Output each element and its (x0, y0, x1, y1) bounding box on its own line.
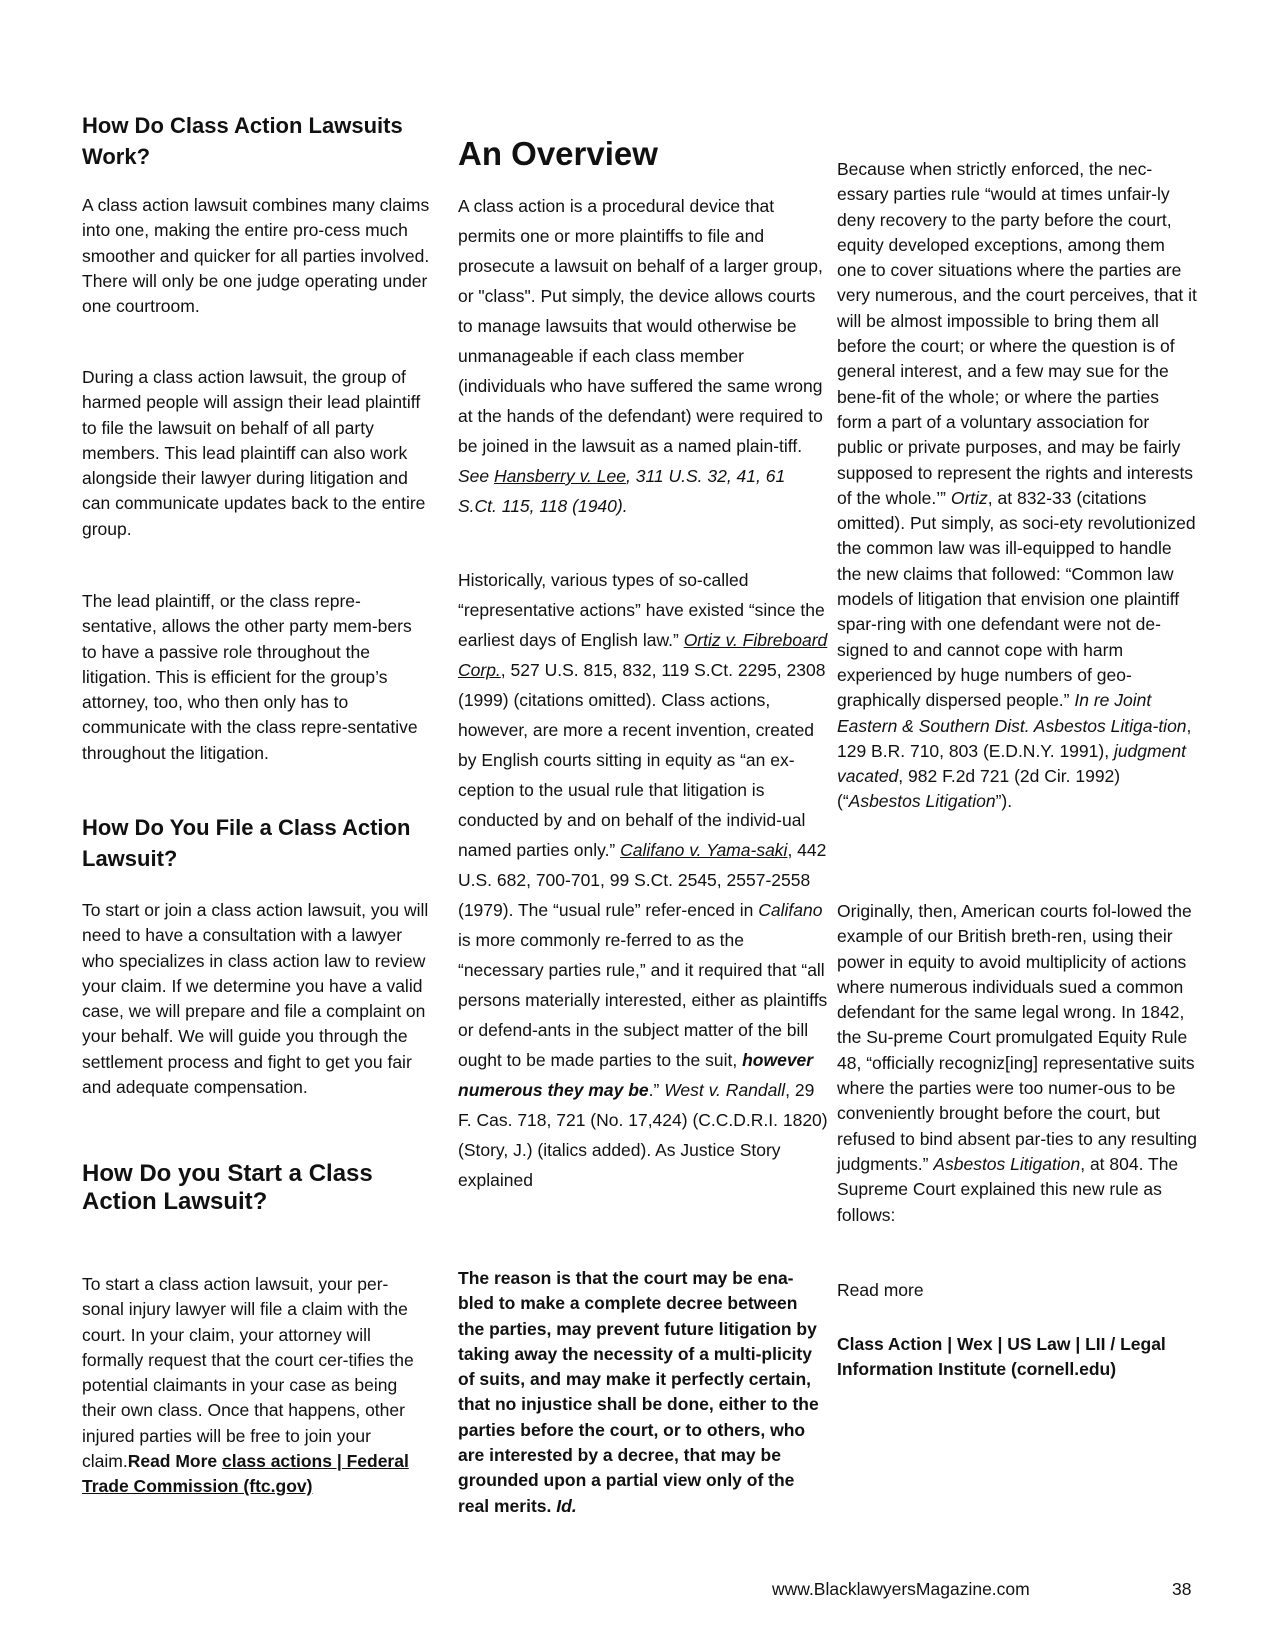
equity-text-e: ”). (995, 791, 1013, 812)
paragraph-originally (837, 899, 1197, 1228)
hansberry-link[interactable]: Hansberry v. Lee (494, 466, 626, 486)
paragraph-combines: A class action lawsuit combines many claims into one, making the entire pro-cess much smoother and quicker for all parties involved. There will only be one judge operating under one courtroom. (82, 195, 430, 317)
paragraph-class-representative: The lead plaintiff, or the class repre-sentative, allows the other party mem-bers to have a passive role throughout the litigation. This is efficient for the group’s attorney, too, who then only has to communicate with the class repre-sentative throughout the litigation. (82, 591, 418, 763)
history-text-e: .” (648, 1080, 660, 1100)
see-label: See (458, 466, 490, 486)
originally-text-b: , at 804. The Supreme Court explained this new rule as follows: (837, 1153, 1179, 1225)
read-more-text: Read more (837, 1280, 924, 1300)
history-text-a: Historically, various types of so-called “representative actions” have existed “since the earliest days of English law.” (458, 570, 825, 650)
ortiz-link[interactable]: Ortiz v. Fibreboard Corp. (458, 630, 828, 680)
equity-text-c: , 129 B.R. 710, 803 (E.D.N.Y. 1991), (837, 715, 1192, 761)
heading-how-work: How Do Class Action Lawsuits Work? (82, 113, 403, 169)
paragraph-equity (837, 157, 1197, 815)
ftc-link[interactable]: class actions | Federal Trade Commission (ftc.gov) (82, 1451, 409, 1497)
overview-text: A class action is a procedural device that permits one or more plaintiffs to file and prosecute a lawsuit on behalf of a larger group, or "class". Put simply, the device allows courts to manage lawsuits that would otherwise be unmanageable if each class member (individuals who have suffered the same wrong at the hands of the defendant) were required to be joined in the lawsuit as a named plain-tiff. (458, 196, 823, 456)
page-title: An Overview (458, 135, 658, 172)
quote-text: The reason is that the court may be ena-bled to make a complete decree between the parties, may prevent future litigation by taking away the necessity of a multi-plicity of suits, and may make it perfectly certain, that no injustice shall be done, either to the parties before the court, or to others, who are interested by a decree, that may be grounded upon a partial view only of the real merits. (458, 1268, 819, 1516)
paragraph-history (458, 565, 828, 1195)
history-text-b: , 527 U.S. 815, 832, 119 S.Ct. 2295, 2308 (1999) (citations omitted). Class actions, however, are more a recent invention, created by English courts sitting in equity as “an ex-ception to the usual rule that litigation is conducted by and on behalf of the individ-ual named parties only.” (458, 660, 826, 860)
footer-website: www.BlacklawyersMagazine.com (772, 1579, 1030, 1599)
califano-italic: Califano (758, 900, 823, 920)
paragraph-start-lawsuit (82, 1272, 430, 1500)
califano-link[interactable]: Califano v. Yama-saki (620, 840, 788, 860)
read-more-label: Read More (127, 1451, 218, 1472)
asbestos-italic-2: Asbestos Litigation (933, 1153, 1081, 1174)
heading-how-file: How Do You File a Class Action Lawsuit? (82, 815, 411, 871)
equity-text-a: Because when strictly enforced, the nec-essary parties rule “would at times unfair-ly deny recovery to the party before the court, equity developed exceptions, among them one to cover situations where the parties are very numerous, and the court perceives, that it will be almost impossible to bring them all before the court; or where the question is of general interest, and a few may sue for the bene-fit of the whole; or where the parties form a part of a voluntary association for public or private purposes, and may be fairly supposed to represent the rights and interests of the whole.’” (837, 159, 1197, 508)
in-re-case: In re Joint Eastern & Southern Dist. Asbestos Litiga-tion (837, 690, 1187, 736)
originally-text-a: Originally, then, American courts fol-lowed the example of our British breth-ren, using their power in equity to avoid multiplicity of actions where numerous individuals sued a common defendant for the same legal wrong. In 1842, the Su-preme Court promulgated Equity Rule 48, “officially recogniz[ing] representative suits where the parties were too numer-ous to be conveniently brought before the court, but refused to bind absent par-ties to any resulting judgments.” (837, 901, 1197, 1174)
paragraph-consultation: To start or join a class action lawsuit, you will need to have a consultation with a lawyer who specializes in class action law to review your claim. If we determine you have a valid case, we will prepare and file a complaint on your behalf. We will guide you through the settlement process and fight to get you fair and adequate compensation. (82, 900, 429, 1098)
equity-text-b: , at 832-33 (citations omitted). Put simply, as soci-ety revolutionized the common law was ill-equipped to handle the new claims that followed: “Common law models of litigation that envision one plaintiff spar-ring with one defendant were not de-signed to and cannot cope with harm experienced by huge numbers of geo-graphically dispersed people.” (837, 487, 1196, 711)
ortiz-italic: Ortiz (950, 487, 988, 508)
paragraph-lead-plaintiff: During a class action lawsuit, the group of harmed people will assign their lead plaintiff to file the lawsuit on behalf of all party members. This lead plaintiff can also work alongside their lawyer during litigation and can communicate updates back to the entire group. (82, 367, 426, 539)
heading-how-start: How Do you Start a Class Action Lawsuit? (82, 1160, 373, 1215)
page-number: 38 (1172, 1579, 1192, 1599)
block-quote (458, 1266, 828, 1519)
history-text-f: , 29 F. Cas. 718, 721 (No. 17,424) (C.C.D.R.I. 1820) (Story, J.) (italics added). As Justice Story explained (458, 1080, 828, 1190)
asbestos-italic: Asbestos Litigation (848, 791, 996, 812)
equity-text-d: , 982 F.2d 721 (2d Cir. 1992) (“ (837, 766, 1121, 812)
history-text-d: is more commonly re-ferred to as the “necessary parties rule,” and it required that “all persons materially interested, either as plaintiffs or defend-ants in the subject matter of the bill ought to be made parties to the suit, (458, 930, 828, 1070)
paragraph-overview (458, 191, 828, 521)
emphasis-numerous: however numerous they may be (458, 1050, 814, 1100)
cornell-link[interactable]: Class Action | Wex | US Law | LII / Legal Information Institute (cornell.edu) (837, 1334, 1166, 1380)
west-case: West v. Randall (664, 1080, 786, 1100)
hansberry-citation: , 311 U.S. 32, 41, 61 S.Ct. 115, 118 (1940). (458, 466, 786, 516)
quote-id: Id. (556, 1495, 577, 1516)
start-lawsuit-text: To start a class action lawsuit, your per-sonal injury lawyer will file a claim with the court. In your claim, your attorney will formally request that the court cer-tifies the potential claimants in your case as being their own class. Once that happens, other injured parties will be free to join your claim. (82, 1274, 414, 1472)
history-text-c: , 442 U.S. 682, 700-701, 99 S.Ct. 2545, 2557-2558 (1979). The “usual rule” refer-enced in (458, 840, 827, 920)
judgment-vacated: judgment vacated (837, 740, 1186, 787)
